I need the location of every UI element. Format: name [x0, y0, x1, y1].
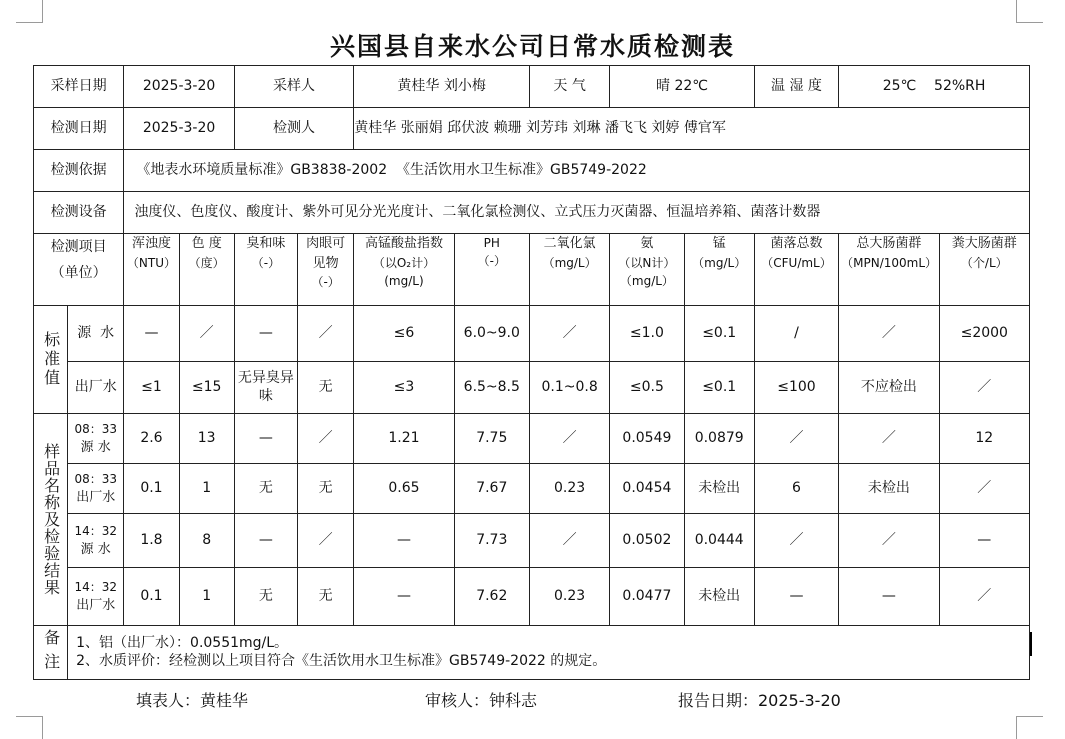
sample-value-ph: 7.73 [454, 514, 529, 568]
standard-value-permanganate: ≤6 [354, 306, 454, 362]
standard-label-cell [34, 306, 68, 414]
col-header-turbidity: 浑浊度 （NTU） [124, 234, 179, 306]
sample-value-total-coliforms: 未检出 [839, 464, 939, 514]
standard-value-ammonia: ≤1.0 [610, 306, 684, 362]
sample-type: 出厂水 [76, 489, 116, 505]
crop-mark-top-left [16, 0, 43, 23]
sampling-row [34, 66, 1030, 108]
col-header-fecal-coliforms: 粪大肠菌群 （个/L） [939, 234, 1029, 306]
standard-value-total-coliforms: 不应检出 [839, 362, 939, 414]
standard-value-manganese: ≤0.1 [684, 306, 754, 362]
samples-label: 样品名称及检验结果 [41, 443, 61, 596]
standard-value-color: ／ [179, 306, 234, 362]
sample-value-ph: 7.75 [454, 414, 529, 464]
standard-value-turbidity: ≤1 [124, 362, 179, 414]
standard-value-color: ≤15 [179, 362, 234, 414]
standard-value-fecal-coliforms: ≤2000 [939, 306, 1029, 362]
sampling-date-label: 采样日期 [34, 66, 124, 108]
standard-value-visible-matter: ／ [298, 306, 354, 362]
column-header-row [34, 234, 1030, 306]
sample-time: 08：33 [74, 471, 117, 486]
sample-value-turbidity: 0.1 [124, 568, 179, 626]
equipment-text: 浊度仪、色度仪、酸度计、紫外可见分光光度计、二氧化氯检测仪、立式压力灭菌器、恒温培养箱、菌落计数器 [124, 192, 1030, 234]
testing-row [34, 108, 1030, 150]
standard-value-fecal-coliforms: ／ [939, 362, 1029, 414]
standard-row [34, 306, 1030, 362]
sample-value-manganese: 0.0879 [684, 414, 754, 464]
weather-value: 晴 22℃ [610, 66, 755, 108]
sample-value-colony-count: — [754, 568, 838, 626]
sample-value-ammonia: 0.0502 [610, 514, 684, 568]
sample-value-odor: — [234, 414, 297, 464]
sample-value-visible-matter: ／ [298, 514, 354, 568]
sample-value-manganese: 0.0444 [684, 514, 754, 568]
tester-names: 黄桂华 张丽娟 邱伏波 赖珊 刘芳玮 刘琳 潘飞飞 刘婷 傅官军 [354, 108, 1030, 150]
sample-label-cell [68, 514, 124, 568]
sample-row [34, 514, 1030, 568]
col-header-odor: 臭和味 （-） [234, 234, 297, 306]
tester-label: 检测人 [234, 108, 353, 150]
sample-value-ph: 7.62 [454, 568, 529, 626]
reviewer: 审核人：钟科志 [425, 691, 538, 710]
standard-value-permanganate: ≤3 [354, 362, 454, 414]
samples-label-cell [34, 414, 68, 626]
sample-value-ammonia: 0.0549 [610, 414, 684, 464]
item-header-cell [34, 234, 124, 306]
sample-value-colony-count: ／ [754, 514, 838, 568]
sample-value-odor: 无 [234, 464, 297, 514]
sample-value-turbidity: 1.8 [124, 514, 179, 568]
equipment-label: 检测设备 [34, 192, 124, 234]
sampler-label: 采样人 [234, 66, 353, 108]
standard-value-odor: — [234, 306, 297, 362]
testing-date: 2025-3-20 [124, 108, 234, 150]
sample-value-visible-matter: 无 [298, 464, 354, 514]
col-header-visible-matter: 肉眼可 见物 （-） [298, 234, 354, 306]
sample-type: 源 水 [80, 439, 111, 455]
water-quality-table [33, 65, 1030, 680]
sample-value-total-coliforms: ／ [839, 414, 939, 464]
remarks-label: 备注 [41, 628, 61, 677]
humidity-label: 温 湿 度 [754, 66, 838, 108]
standard-value-chlorine-dioxide: ／ [529, 306, 609, 362]
standard-value-turbidity: — [124, 306, 179, 362]
col-header-permanganate: 高锰酸盐指数 （以O₂计） (mg/L) [354, 234, 454, 306]
sample-row [34, 464, 1030, 514]
sample-row [34, 414, 1030, 464]
sample-value-color: 13 [179, 414, 234, 464]
col-header-ammonia: 氨 （以N计） （mg/L） [610, 234, 684, 306]
equipment-row [34, 192, 1030, 234]
sample-value-color: 8 [179, 514, 234, 568]
report-date: 报告日期：2025-3-20 [678, 691, 841, 710]
remarks-row [34, 626, 1030, 680]
item-header-unit: （单位） [50, 265, 107, 281]
sample-value-permanganate: 1.21 [354, 414, 454, 464]
sample-value-colony-count: 6 [754, 464, 838, 514]
remark-line: 1、铝（出厂水）：0.0551mg/L。 [76, 635, 289, 651]
standard-value-colony-count: ≤100 [754, 362, 838, 414]
standard-value-total-coliforms: ／ [839, 306, 939, 362]
standard-value-ammonia: ≤0.5 [610, 362, 684, 414]
sample-value-fecal-coliforms: — [939, 514, 1029, 568]
standard-value-colony-count: / [754, 306, 838, 362]
standard-row-label: 源 水 [68, 306, 124, 362]
sample-value-chlorine-dioxide: ／ [529, 414, 609, 464]
sample-value-chlorine-dioxide: ／ [529, 514, 609, 568]
sample-type: 出厂水 [76, 597, 116, 613]
sample-value-ammonia: 0.0477 [610, 568, 684, 626]
sample-value-permanganate: — [354, 568, 454, 626]
sample-time: 08：33 [74, 421, 117, 436]
sample-value-total-coliforms: ／ [839, 514, 939, 568]
text-cursor [1030, 632, 1032, 656]
humidity-value: 25℃ 52%RH [839, 66, 1030, 108]
remarks-text [68, 626, 1030, 680]
sample-row [34, 568, 1030, 626]
weather-label: 天 气 [529, 66, 609, 108]
col-header-colony-count: 菌落总数 （CFU/mL） [754, 234, 838, 306]
col-header-color: 色 度 （度） [179, 234, 234, 306]
sample-label-cell [68, 464, 124, 514]
sampling-date: 2025-3-20 [124, 66, 234, 108]
remarks-label-cell [34, 626, 68, 680]
basis-text: 《地表水环境质量标准》GB3838-2002 《生活饮用水卫生标准》GB5749-2022 [124, 150, 1030, 192]
col-header-chlorine-dioxide: 二氧化氯 （mg/L） [529, 234, 609, 306]
standard-row-label: 出厂水 [68, 362, 124, 414]
sample-value-permanganate: — [354, 514, 454, 568]
sample-value-colony-count: ／ [754, 414, 838, 464]
basis-label: 检测依据 [34, 150, 124, 192]
standard-value-chlorine-dioxide: 0.1~0.8 [529, 362, 609, 414]
sample-time: 14：32 [74, 579, 117, 594]
sample-value-odor: 无 [234, 568, 297, 626]
standard-row [34, 362, 1030, 414]
sample-label-cell [68, 414, 124, 464]
col-header-ph: PH （-） [454, 234, 529, 306]
sample-value-color: 1 [179, 568, 234, 626]
crop-mark-top-right [1016, 0, 1043, 23]
document-title: 兴国县自来水公司日常水质检测表 [329, 32, 735, 61]
standard-value-odor: 无异臭异味 [234, 362, 297, 414]
sample-value-turbidity: 0.1 [124, 464, 179, 514]
sample-label-cell [68, 568, 124, 626]
standard-value-ph: 6.5~8.5 [454, 362, 529, 414]
sample-value-manganese: 未检出 [684, 568, 754, 626]
sample-value-manganese: 未检出 [684, 464, 754, 514]
sample-value-ammonia: 0.0454 [610, 464, 684, 514]
sample-value-fecal-coliforms: 12 [939, 414, 1029, 464]
sample-value-visible-matter: ／ [298, 414, 354, 464]
testing-date-label: 检测日期 [34, 108, 124, 150]
sample-value-visible-matter: 无 [298, 568, 354, 626]
sampler-names: 黄桂华 刘小梅 [354, 66, 530, 108]
standard-value-ph: 6.0~9.0 [454, 306, 529, 362]
item-header-title: 检测项目 [50, 239, 107, 255]
standard-label: 标准值 [41, 331, 61, 388]
sample-value-odor: — [234, 514, 297, 568]
sample-value-turbidity: 2.6 [124, 414, 179, 464]
sample-value-fecal-coliforms: ／ [939, 464, 1029, 514]
standard-value-visible-matter: 无 [298, 362, 354, 414]
sample-value-permanganate: 0.65 [354, 464, 454, 514]
sample-value-color: 1 [179, 464, 234, 514]
remark-line: 2、水质评价：经检测以上项目符合《生活饮用水卫生标准》GB5749-2022 的规定。 [76, 652, 607, 669]
sample-value-chlorine-dioxide: 0.23 [529, 464, 609, 514]
sample-value-total-coliforms: — [839, 568, 939, 626]
sample-value-fecal-coliforms: ／ [939, 568, 1029, 626]
sample-value-ph: 7.67 [454, 464, 529, 514]
basis-row [34, 150, 1030, 192]
col-header-total-coliforms: 总大肠菌群 （MPN/100mL） [839, 234, 939, 306]
sample-value-chlorine-dioxide: 0.23 [529, 568, 609, 626]
filler: 填表人：黄桂华 [136, 691, 249, 710]
standard-value-manganese: ≤0.1 [684, 362, 754, 414]
sample-time: 14：32 [74, 523, 117, 538]
col-header-manganese: 锰 （mg/L） [684, 234, 754, 306]
sample-type: 源 水 [80, 541, 111, 557]
